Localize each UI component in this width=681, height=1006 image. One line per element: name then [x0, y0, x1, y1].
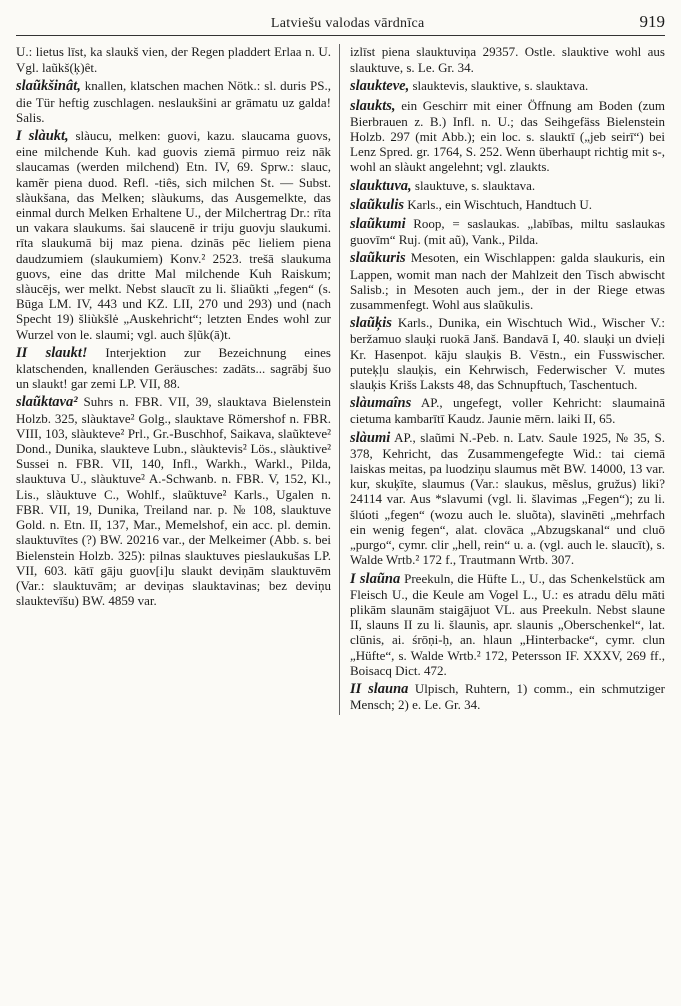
entry-headword: slaukteve,: [350, 78, 410, 95]
dictionary-entry: [350, 197, 665, 213]
entry-text: izlīst piena slauktuviņa 29357. Ostle. slauktive wohl aus slauktuve, s. Le. Gr. 34.: [350, 44, 665, 76]
entry-text: AP., slaũmi N.-Peb. n. Latv. Saule 1925, № 35, S. 378, Kehricht, das Zusammengefegte Wid.: tai ciemā laiskas meitas, pa luodziņu slaumus mẽt BW. 14000, 13 var. kur, skuķīte, slaumus (Var.: slaukus, mẽslus, gružus) liki? 24114 var. Aus *slavumi (vgl. li. šlavimas „Fegen“); zu li. šlúoti „fegen“ (wozu auch le. sluõta), slavinēti „mehrfach ein wenig fegen“, alat. clovāca „Abzugskanal“ und cluō „purgo“, cymr. clir „hell, rein“ u. a. (vgl. auch le. slaucīt), s. Walde Wrtb.² 172 f., Trautmann Wrtb. 307.: [350, 429, 665, 568]
entry-headword: II slaukt!: [16, 344, 88, 361]
entry-headword: slàumi: [350, 429, 391, 446]
running-title: Latviešu valodas vārdnīca: [270, 16, 425, 31]
entry-text: U.: lietus līst, ka slaukš vien, der Regen pladdert Erlaa n. U. Vgl. laũkš(ķ)êt.: [16, 44, 331, 76]
dictionary-entry: [350, 315, 665, 392]
entry-text: slauktevis, slauktive, s. slauktava.: [412, 78, 589, 94]
dictionary-entry: [350, 430, 665, 568]
dictionary-entry: [350, 216, 665, 247]
page-number: 919: [639, 12, 665, 31]
entry-headword: II slauna: [350, 680, 409, 697]
entry-headword: slaũkumi: [350, 216, 406, 233]
two-column-body: [16, 44, 665, 715]
entry-text: ein Geschirr mit einer Öffnung am Boden (zum Bierbrauen z. B.) Infl. n. U.; das Seihgefäss Bielenstein Holzb. 297 (mit Abb.); ein loc. s. slauktī („jeb seirī“) bei Lenz Spred. gr. 1764, S. 252. Wenn überhaupt richtig mit s-, wohl an slàukt angelehnt; vgl. zlaukts.: [350, 97, 666, 175]
entry-headword: slaukts,: [350, 97, 396, 114]
entry-text: Karls., ein Wischtuch, Handtuch U.: [407, 196, 593, 212]
dictionary-entry: [350, 681, 665, 712]
entry-headword: slaũķis: [350, 315, 392, 332]
dictionary-entry: [350, 571, 665, 678]
dictionary-entry: [16, 44, 331, 75]
entry-text: Karls., Dunika, ein Wischtuch Wid., Wischer V.: beržamuo slauķi ruokā Janš. Bandavā I, 40. slauķi un dvieļi Kr. Hasenpot. kāju slauķis B. Vēstn., ein Fusswischer. puteķļu slauķis, ein Kehrwisch, Federwischer V. mutes slauķis Krišs Laksts 48, das Schnupftuch, Taschentuch.: [350, 315, 666, 393]
dictionary-entry: [350, 178, 665, 194]
entry-headword: I slaũna: [350, 570, 401, 587]
dictionary-entry: [16, 128, 331, 342]
dictionary-entry: [350, 395, 665, 426]
entry-text: knallen, klatschen machen Nötk.: sl. duris PS., die Tür heftig zuschlagen. neslaukšini ar grāmatu uz galda! Salis.: [16, 78, 331, 125]
dictionary-entry: [350, 250, 665, 312]
dictionary-entry: [350, 44, 665, 75]
entry-text: Suhrs n. FBR. VII, 39, slauktava Bielenstein Holzb. 325, slàuktave² Golg., slauktave Römershof n. FBR. VIII, 103, slàukteve² Prl., Gr.-Buschhof, Saikava, slaũkteve² Dond., Dunika, slaukteve Lubn., slàuktevis² Lös., slàuktive² Sussei n. FBR. VII, 140, Infl., Warkh., Warkl., Pilda, slauktuva U., slàuktuve² A.-Schwanb. n. FBR. V, 152, Kl., Lis., slàuktuve C., Wohlf., slaũktuve² Karls., Ugalen n. FBR. VII, 19, Dunika, Treiland nar. p. № 108, slauktuve Gold. n. Etn. II, 137, Mar., Memelshof, ein acc. pl. demin. slauktuvītes (?) BW. 20216 var., der Melkeimer (Abb. s. bei Bielenstein Holzb. 325): pilnas slauktuves pieslaukušas LP. VII, 603. kātī gāju guov[i]u slaukt deviņām slauktuvēm (Var.: slauktuvām; ar deviņas slauktavinas; bez deviņu slauktevīšu) BW. 4859 var.: [16, 394, 331, 609]
entry-headword: slàumaîns: [350, 395, 412, 412]
entry-text: AP., ungefegt, voller Kehricht: slaumainā cietuma kambarītī Kaudz. Jaunie mērn. laiki II, 65.: [350, 395, 665, 427]
dictionary-entry: [350, 78, 665, 94]
page-header: [16, 12, 665, 36]
dictionary-entry: [16, 78, 331, 125]
entry-text: slàucu, melken: guovi, kazu. slaucama guovs, eine milchende Kuh. kad guovis ziemā pirmuo reiz nāk slaucamas (werden milchend) Etn. IV, 69. Sprw.: slauc, kamẽr piena duod. Refl. -tiês, sich milchen St. — Subst. slàukšana, das Melken; slàukums, das Ausgemelkte, das einmal durch Melken Erhaltene U., der Milchertrag Dr.: rīta un vakara slaukums. šai slaucenē ir triju guovju slaukumi. rīta slaukumā bij maz piena. dzinās pēc lieliem piena daudzumiem (slaukumiem) Konv.² 2523. trešā slaukuma guovs, eine das dritte Mal milchende Kuh Raiskum; slàucējs, wer melkt. Nebst slaucīt zu li. šliaũkti „fegen“ (s. Būga LM. IV, 443 und KZ. LII, 270 und 293) und (nach Specht 19) šliùkšlė „Auskehricht“; letzten Endes wohl zur Wurzel von le. slaumi; vgl. auch šļũk(ā)t.: [16, 128, 331, 342]
dictionary-entry: [16, 394, 331, 608]
entry-headword: slaũktava²: [16, 394, 78, 411]
entry-text: Preekuln, die Hüfte L., U., das Schenkelstück am Fleisch U., die Keule am Vogel L., U.: es atradu dēlu māti plikām slaunām staigājuot VL. aus Preekuln. Nebst slaune II, slauns II zu li. šlaunìs, apr. slaunis „Oberschenkel“, lat. clūnis, ai. śrōṇi-ḥ, an. hlaun „Hinterbacke“, cymr. clun „Hüfte“, s. Walde Wrtb.² 172, Petersson IF. XXXV, 269 ff., Boisacq Dict. 472.: [350, 570, 665, 678]
entry-headword: slaũkulis: [350, 196, 404, 213]
entry-text: Interjektion zur Bezeichnung eines klatschenden, knallenden Geräusches: zadāts... sagrābj šuo un slaukt! gar zemi LP. VII, 88.: [16, 344, 331, 392]
entry-headword: I slàukt,: [16, 128, 69, 145]
entry-text: Mesoten, ein Wischlappen: galda slaukuris, ein Lappen, womit man nach der Mahlzeit den Tisch abwischt Salisb.; in Mesoten auch jem., der in der Riege etwas zusammenfegt. Wohl aus slaũkulis.: [350, 250, 665, 313]
entry-headword: slaũkuris: [350, 250, 406, 267]
dictionary-entry: [16, 345, 331, 392]
entry-text: slauktuve, s. slauktava.: [414, 177, 536, 193]
entry-headword: slauktuva,: [350, 177, 412, 194]
entry-text: Roop, = saslaukas. „labības, miltu saslaukas guovīm“ Ruj. (mit aũ), Vank., Pilda.: [350, 216, 665, 248]
entry-text: Ulpisch, Ruhtern, 1) comm., ein schmutziger Mensch; 2) e. Le. Gr. 34.: [350, 680, 666, 713]
right-column: [350, 44, 665, 715]
entry-headword: slaũkšinât,: [16, 78, 81, 95]
dictionary-entry: [350, 98, 665, 175]
left-column: [16, 44, 340, 715]
